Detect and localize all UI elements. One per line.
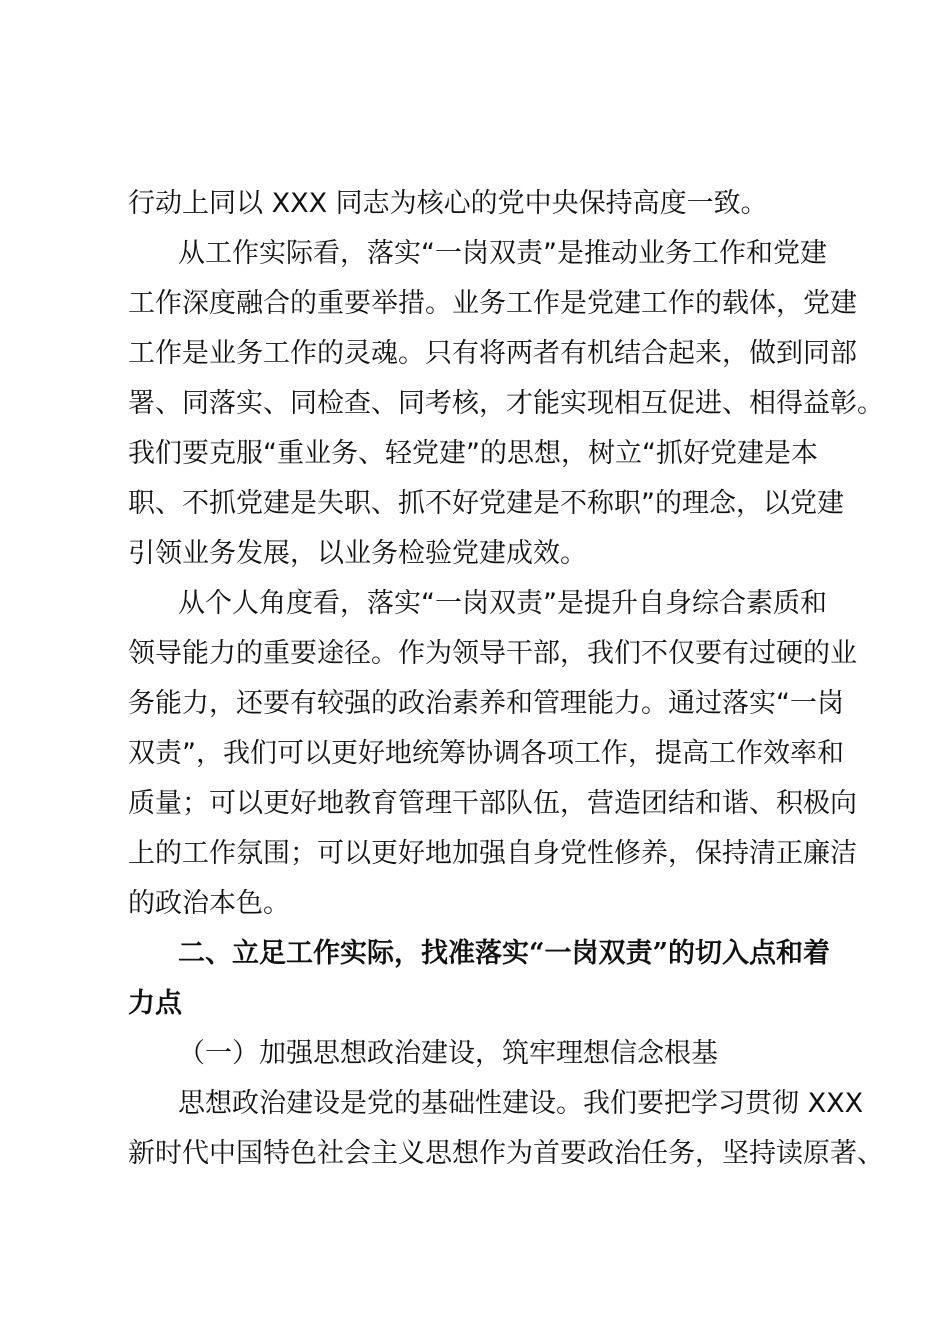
text-line: 质量；可以更好地教育管理干部队伍，营造团结和谐、积极向 [128,788,857,819]
paragraph-start: 思想政治建设是党的基础性建设。我们要把学习贯彻 XXX [178,1088,864,1119]
text-line: 上的工作氛围；可以更好地加强自身党性修养，保持清正廉洁 [128,838,857,869]
text-line: 我们要克服“重业务、轻党建”的思想，树立“抓好党建是本 [128,438,818,469]
text-line: 新时代中国特色社会主义思想作为首要政治任务，坚持读原著、 [128,1138,884,1169]
section-heading-continued: 力点 [128,988,182,1019]
text-line: 领导能力的重要途径。作为领导干部，我们不仅要有过硬的业 [128,638,857,669]
text-line: 行动上同以 XXX 同志为核心的党中央保持高度一致。 [128,188,768,219]
text-line: 职、不抓党建是失职、抓不好党建是不称职”的理念，以党建 [128,488,844,519]
paragraph-start: 从个人角度看，落实“一岗双责”是提升自身综合素质和 [178,588,827,619]
text-line: 引领业务发展，以业务检验党建成效。 [128,538,587,569]
section-heading: 二、立足工作实际，找准落实“一岗双责”的切入点和着 [178,938,831,969]
paragraph-start: 从工作实际看，落实“一岗双责”是推动业务工作和党建 [178,238,827,269]
text-line: 务能力，还要有较强的政治素养和管理能力。通过落实“一岗 [128,688,844,719]
text-line: 的政治本色。 [128,888,290,919]
text-line: 工作深度融合的重要举措。业务工作是党建工作的载体，党建 [128,288,857,319]
text-line: 工作是业务工作的灵魂。只有将两者有机结合起来，做到同部 [128,338,857,369]
text-line: 署、同落实、同检查、同考核，才能实现相互促进、相得益彰。 [128,388,884,419]
subsection-heading: （一）加强思想政治建设，筑牢理想信念根基 [178,1038,718,1069]
text-line: 双责”，我们可以更好地统筹协调各项工作，提高工作效率和 [128,738,844,769]
